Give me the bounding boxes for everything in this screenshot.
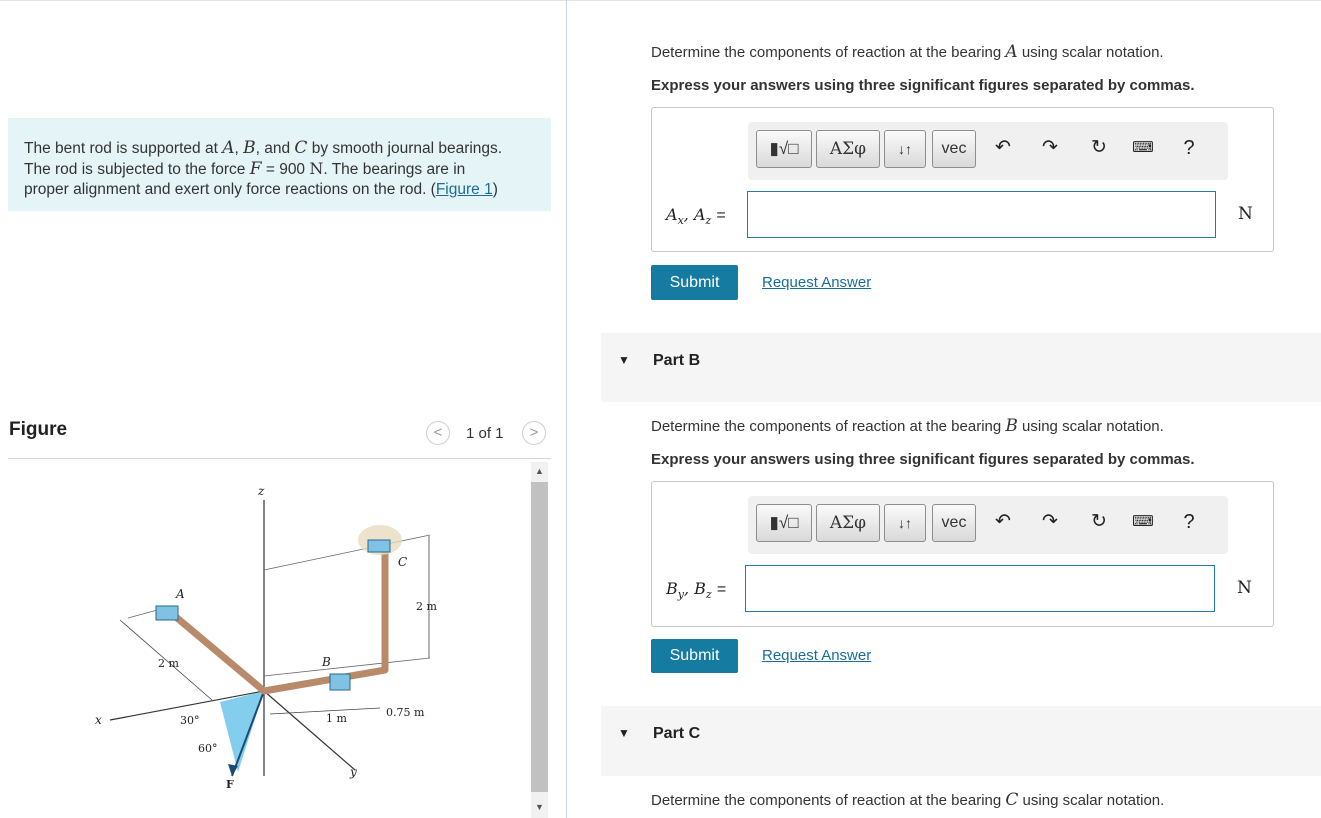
templates-button[interactable]: ▮√□ (756, 504, 812, 542)
prev-figure-button[interactable]: < (426, 421, 450, 445)
bent-rod (170, 550, 385, 691)
part-a-toolbar (748, 122, 1228, 180)
part-a-instruction: Determine the components of reaction at the bearing A using scalar notation. (651, 42, 1164, 62)
redo-icon[interactable]: ↷ (1042, 137, 1058, 158)
vec-button[interactable]: vec (932, 130, 976, 168)
part-a-unit: N (1238, 204, 1253, 224)
part-a-submit-button[interactable]: Submit (651, 265, 738, 300)
label-2m-left: 2 m (158, 657, 179, 670)
label-30deg: 30° (180, 714, 200, 727)
part-b-answer-box (651, 481, 1274, 627)
label-z: z (258, 484, 265, 498)
scroll-up-arrow[interactable]: ▲ (535, 466, 544, 476)
label-b: B (322, 655, 331, 669)
figure-pager: 1 of 1 (466, 425, 504, 442)
part-b-label: $B_y$, $B_z$ = (666, 579, 727, 602)
label-a: A (176, 587, 185, 601)
help-icon[interactable]: ? (1183, 137, 1195, 159)
part-b-instruction: Determine the components of reaction at the bearing B using scalar notation. (651, 416, 1164, 436)
part-b-request-answer-link[interactable]: Request Answer (762, 647, 872, 664)
keyboard-icon[interactable]: ⌨ (1132, 139, 1154, 156)
figure-scroll-thumb[interactable] (531, 482, 548, 792)
collapse-arrow-icon[interactable]: ▼ (618, 726, 630, 740)
figure-rule (8, 458, 551, 459)
force-arrowhead (228, 764, 238, 776)
part-b-title: Part B (653, 352, 701, 369)
label-x: x (95, 713, 102, 727)
label-f: F (226, 778, 234, 791)
next-figure-button[interactable]: > (522, 421, 546, 445)
label-075m: 0.75 m (386, 706, 425, 719)
part-b-express: Express your answers using three significant figures separated by commas. (651, 451, 1195, 468)
templates-button[interactable]: ▮√□ (756, 130, 812, 168)
part-a-label: $A_x$, $A_z$ = (666, 205, 726, 228)
problem-line-2: The rod is subjected to the force F = 900 N. The bearings are in (24, 159, 466, 179)
keyboard-icon[interactable]: ⌨ (1132, 513, 1154, 530)
part-b-submit-button[interactable]: Submit (651, 639, 738, 673)
figure-title: Figure (9, 419, 68, 440)
redo-icon[interactable]: ↷ (1042, 511, 1058, 532)
bearing-a (156, 606, 178, 620)
part-c-instruction: Determine the components of reaction at the bearing C using scalar notation. (651, 790, 1165, 810)
vec-button[interactable]: vec (932, 504, 976, 542)
y-axis (264, 691, 355, 770)
part-b-toolbar (748, 496, 1228, 554)
pane-divider[interactable] (566, 0, 567, 818)
bent-rod-figure (80, 470, 460, 810)
undo-icon[interactable]: ↶ (995, 511, 1011, 532)
undo-icon[interactable]: ↶ (995, 137, 1011, 158)
problem-line-1: The bent rod is supported at A, B, and C by smooth journal bearings. (24, 138, 503, 158)
figure-link[interactable]: Figure 1 (435, 181, 493, 198)
part-b-unit: N (1237, 578, 1252, 598)
part-c-header[interactable] (601, 706, 1321, 776)
top-rule (0, 0, 1321, 1)
bearing-c (368, 540, 390, 552)
label-y: y (350, 765, 357, 779)
scroll-down-arrow[interactable]: ▼ (535, 802, 544, 812)
force-plane (220, 691, 264, 772)
label-c: C (398, 555, 408, 569)
part-b-header[interactable] (601, 333, 1321, 402)
problem-line-3: proper alignment and exert only force reactions on the rod. (Figure 1) (24, 181, 498, 198)
label-60deg: 60° (198, 742, 218, 755)
problem-statement (8, 118, 551, 211)
reset-icon[interactable]: ↻ (1091, 137, 1107, 158)
part-a-answer-input[interactable] (747, 191, 1216, 238)
help-icon[interactable]: ? (1183, 511, 1195, 533)
collapse-arrow-icon[interactable]: ▼ (618, 353, 630, 367)
label-2m-right: 2 m (416, 600, 437, 613)
arrows-button[interactable]: ↓↑ (884, 504, 926, 542)
part-a-answer-box (651, 107, 1274, 252)
greek-button[interactable]: ΑΣφ (816, 504, 880, 542)
arrows-button[interactable]: ↓↑ (884, 130, 926, 168)
greek-button[interactable]: ΑΣφ (816, 130, 880, 168)
part-b-answer-input[interactable] (745, 565, 1215, 612)
part-a-request-answer-link[interactable]: Request Answer (762, 274, 872, 291)
part-c-title: Part C (653, 725, 701, 742)
reset-icon[interactable]: ↻ (1091, 511, 1107, 532)
bearing-b (330, 674, 350, 690)
part-a-express: Express your answers using three significant figures separated by commas. (651, 77, 1195, 94)
label-1m: 1 m (326, 712, 347, 725)
